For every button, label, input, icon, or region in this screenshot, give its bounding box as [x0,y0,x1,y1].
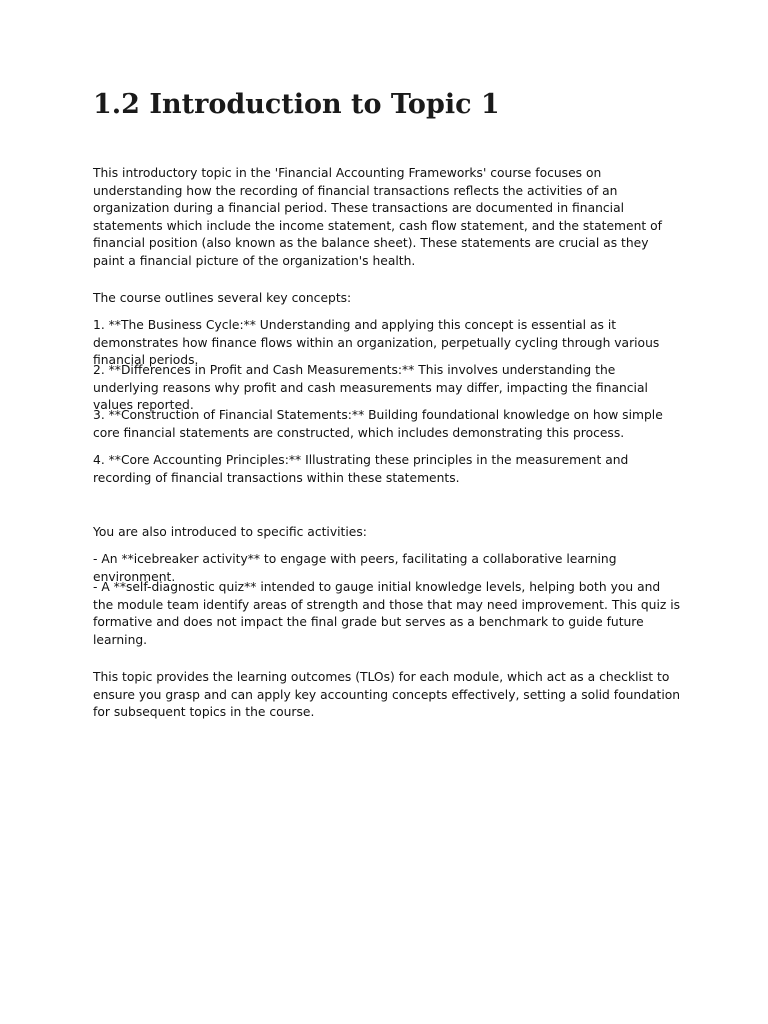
activity-item: - An **icebreaker activity** to engage with peers, facilitating a collaborative learning environment. [93,552,617,584]
concept-item: 2. **Differences in Profit and Cash Measurements:** This involves understanding the underlying reasons why profit and cash measurements may differ, impacting the financial values reported. [93,363,648,413]
concept-item: 3. **Construction of Financial Statements:** Building foundational knowledge on how simple core financial statements are constructed, which includes demonstrating this process. [93,408,663,440]
intro-paragraph: This introductory topic in the 'Financial Accounting Frameworks' course focuses on understanding how the recording of financial transactions reflects the activities of an organization during a financial period. These transactions are documented in financial statements which include the income statement, cash flow statement, and the statement of financial position (also known as the balance sheet). These statements are crucial as they paint a financial picture of the organization's health. [93,166,662,268]
page-title: 1.2 Introduction to Topic 1 [93,89,500,120]
concept-item: 1. **The Business Cycle:** Understanding and applying this concept is essential as it demonstrates how finance flows within an organization, perpetually cycling through various financial periods. [93,318,660,368]
activities-intro-paragraph: You are also introduced to specific activities: [93,525,367,539]
activity-item: - A **self-diagnostic quiz** intended to gauge initial knowledge levels, helping both you and the module team identify areas of strength and those that may need improvement. This quiz is formative and does not impact the final grade but serves as a benchmark to guide future learning. [93,580,681,647]
concepts-intro-paragraph: The course outlines several key concepts: [93,291,352,305]
concept-item: 4. **Core Accounting Principles:** Illustrating these principles in the measurement and recording of financial transactions within these statements. [93,453,629,485]
closing-paragraph: This topic provides the learning outcomes (TLOs) for each module, which act as a checklist to ensure you grasp and can apply key accounting concepts effectively, setting a solid foundation for subsequent topics in the course. [93,670,681,720]
